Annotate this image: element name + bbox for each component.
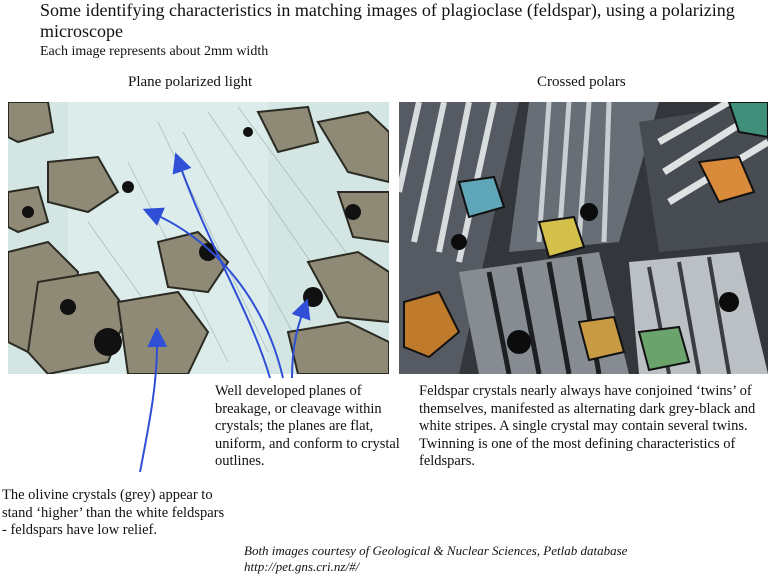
page-title: Some identifying characteristics in matching images of plagioclase (feldspar), using a polarizing microscope bbox=[40, 0, 735, 41]
note-olivine-relief: The olivine crystals (grey) appear to stand ‘higher’ than the white feldspars - feldspars have low relief. bbox=[2, 487, 225, 538]
page-subtitle: Each image represents about 2mm width bbox=[40, 44, 269, 59]
caption-crossed-polars: Crossed polars bbox=[537, 74, 626, 90]
note-twinning: Feldspar crystals nearly always have conjoined ‘twins’ of themselves, manifested as alternating dark grey-black and white stripes. A single crystal may contain several twins. Twinning is one of the most defining characteristics of feldspars. bbox=[419, 383, 756, 469]
caption-plane-polarized: Plane polarized light bbox=[128, 74, 253, 90]
note-cleavage: Well developed planes of breakage, or cleavage within crystals; the planes are flat, uniform, and conform to crystal outlines. bbox=[215, 383, 400, 469]
image-credit: Both images courtesy of Geological & Nuclear Sciences, Petlab database http://pet.gns.cri.nz/#/ bbox=[244, 543, 628, 574]
photo-crossed-polars bbox=[399, 102, 768, 374]
photo-plane-polarized bbox=[8, 102, 389, 374]
